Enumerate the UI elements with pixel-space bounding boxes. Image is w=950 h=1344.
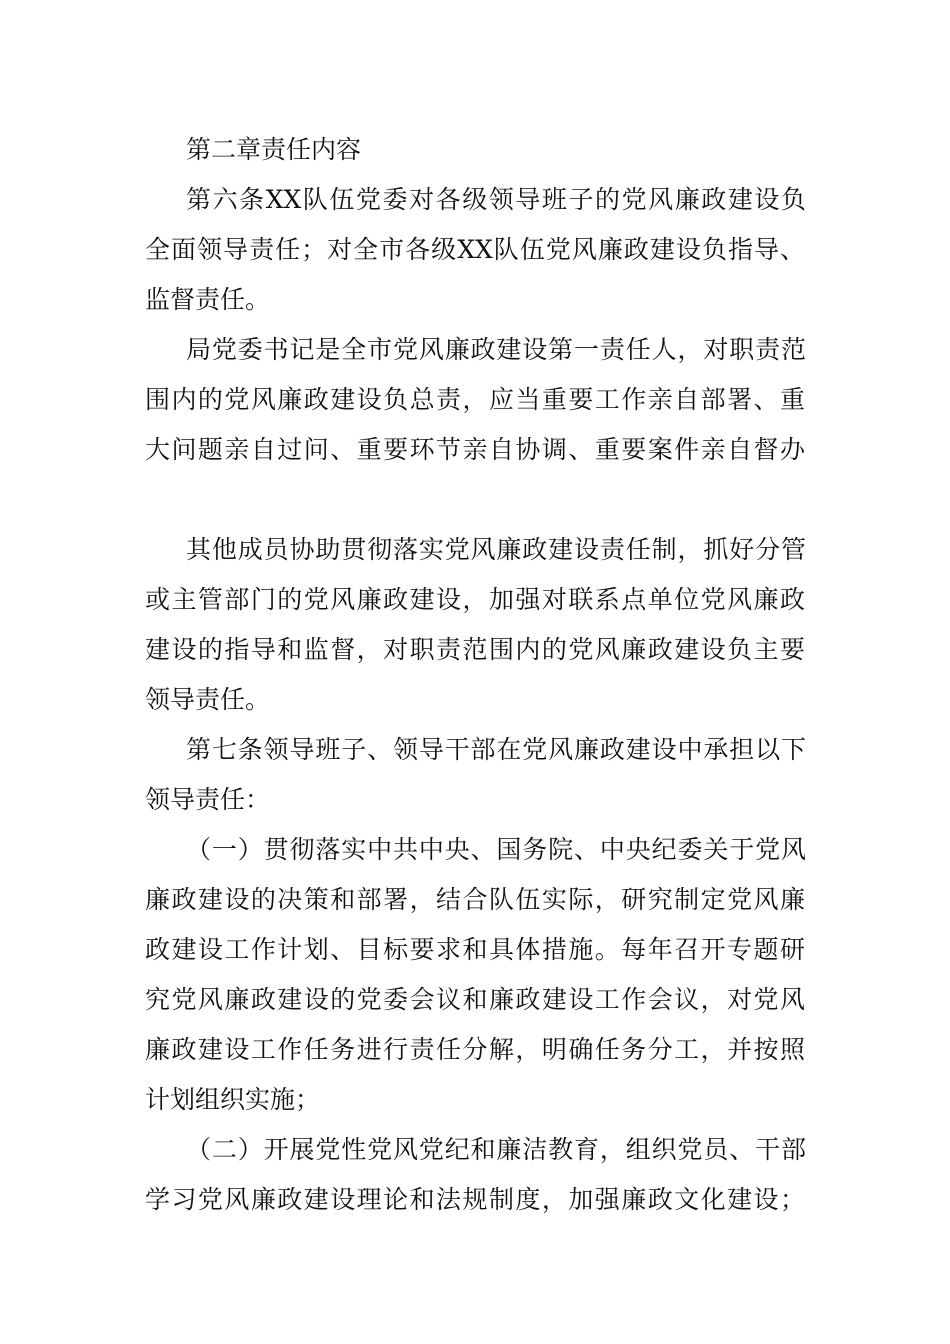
text-line xyxy=(0,580,950,620)
text-line xyxy=(0,1030,950,1070)
text-line-content: （一）贯彻落实中共中央、国务院、中央纪委关于党风 xyxy=(186,835,806,864)
text-line-content: 究党风廉政建设的党委会议和廉政建设工作会议，对党风 xyxy=(145,985,805,1014)
text-line xyxy=(0,880,950,920)
text-line-content: 或主管部门的党风廉政建设，加强对联系点单位党风廉政 xyxy=(145,585,805,614)
text-line-content: 全面领导责任；对全市各级XX队伍党风廉政建设负指导、 xyxy=(145,235,805,264)
text-line-content: 政建设工作计划、目标要求和具体措施。每年召开专题研 xyxy=(145,935,805,964)
text-line xyxy=(0,1080,950,1120)
text-line xyxy=(0,380,950,420)
chapter-heading xyxy=(0,130,950,170)
text-line xyxy=(0,830,950,870)
text-line-content: 廉政建设工作任务进行责任分解，明确任务分工，并按照 xyxy=(145,1035,805,1064)
text-line-content: 计划组织实施； xyxy=(145,1085,321,1114)
text-line xyxy=(0,530,950,570)
text-line-content: 廉政建设的决策和部署，结合队伍实际，研究制定党风廉 xyxy=(145,885,805,914)
text-line-content: 第六条XX队伍党委对各级领导班子的党风廉政建设负 xyxy=(186,185,806,214)
text-line xyxy=(0,780,950,820)
text-line-content: 建设的指导和监督，对职责范围内的党风廉政建设负主要 xyxy=(145,635,805,664)
text-line xyxy=(0,930,950,970)
text-line-content: 其他成员协助贯彻落实党风廉政建设责任制，抓好分管 xyxy=(186,535,806,564)
text-line-content: 监督责任。 xyxy=(145,285,271,314)
text-line-content: 领导责任： xyxy=(145,785,271,814)
text-line xyxy=(0,180,950,220)
chapter-heading-text: 第二章责任内容 xyxy=(186,135,362,164)
text-line xyxy=(0,230,950,270)
text-line-content: 学习党风廉政建设理论和法规制度，加强廉政文化建设； xyxy=(145,1185,805,1214)
text-line-content: 领导责任。 xyxy=(145,685,271,714)
text-line xyxy=(0,630,950,670)
text-line-content: 第七条领导班子、领导干部在党风廉政建设中承担以下 xyxy=(186,735,806,764)
text-line xyxy=(0,1180,950,1220)
text-line xyxy=(0,680,950,720)
text-line-content: 围内的党风廉政建设负总责，应当重要工作亲自部署、重 xyxy=(145,385,805,414)
text-line xyxy=(0,280,950,320)
text-line-content: （二）开展党性党风党纪和廉洁教育，组织党员、干部 xyxy=(186,1135,806,1164)
text-line-content: 大问题亲自过问、重要环节亲自协调、重要案件亲自督办 xyxy=(145,435,805,464)
text-line xyxy=(0,330,950,370)
text-line-content: 局党委书记是全市党风廉政建设第一责任人，对职责范 xyxy=(186,335,806,364)
text-line xyxy=(0,980,950,1020)
text-line xyxy=(0,1130,950,1170)
text-line xyxy=(0,430,950,470)
text-line xyxy=(0,730,950,770)
